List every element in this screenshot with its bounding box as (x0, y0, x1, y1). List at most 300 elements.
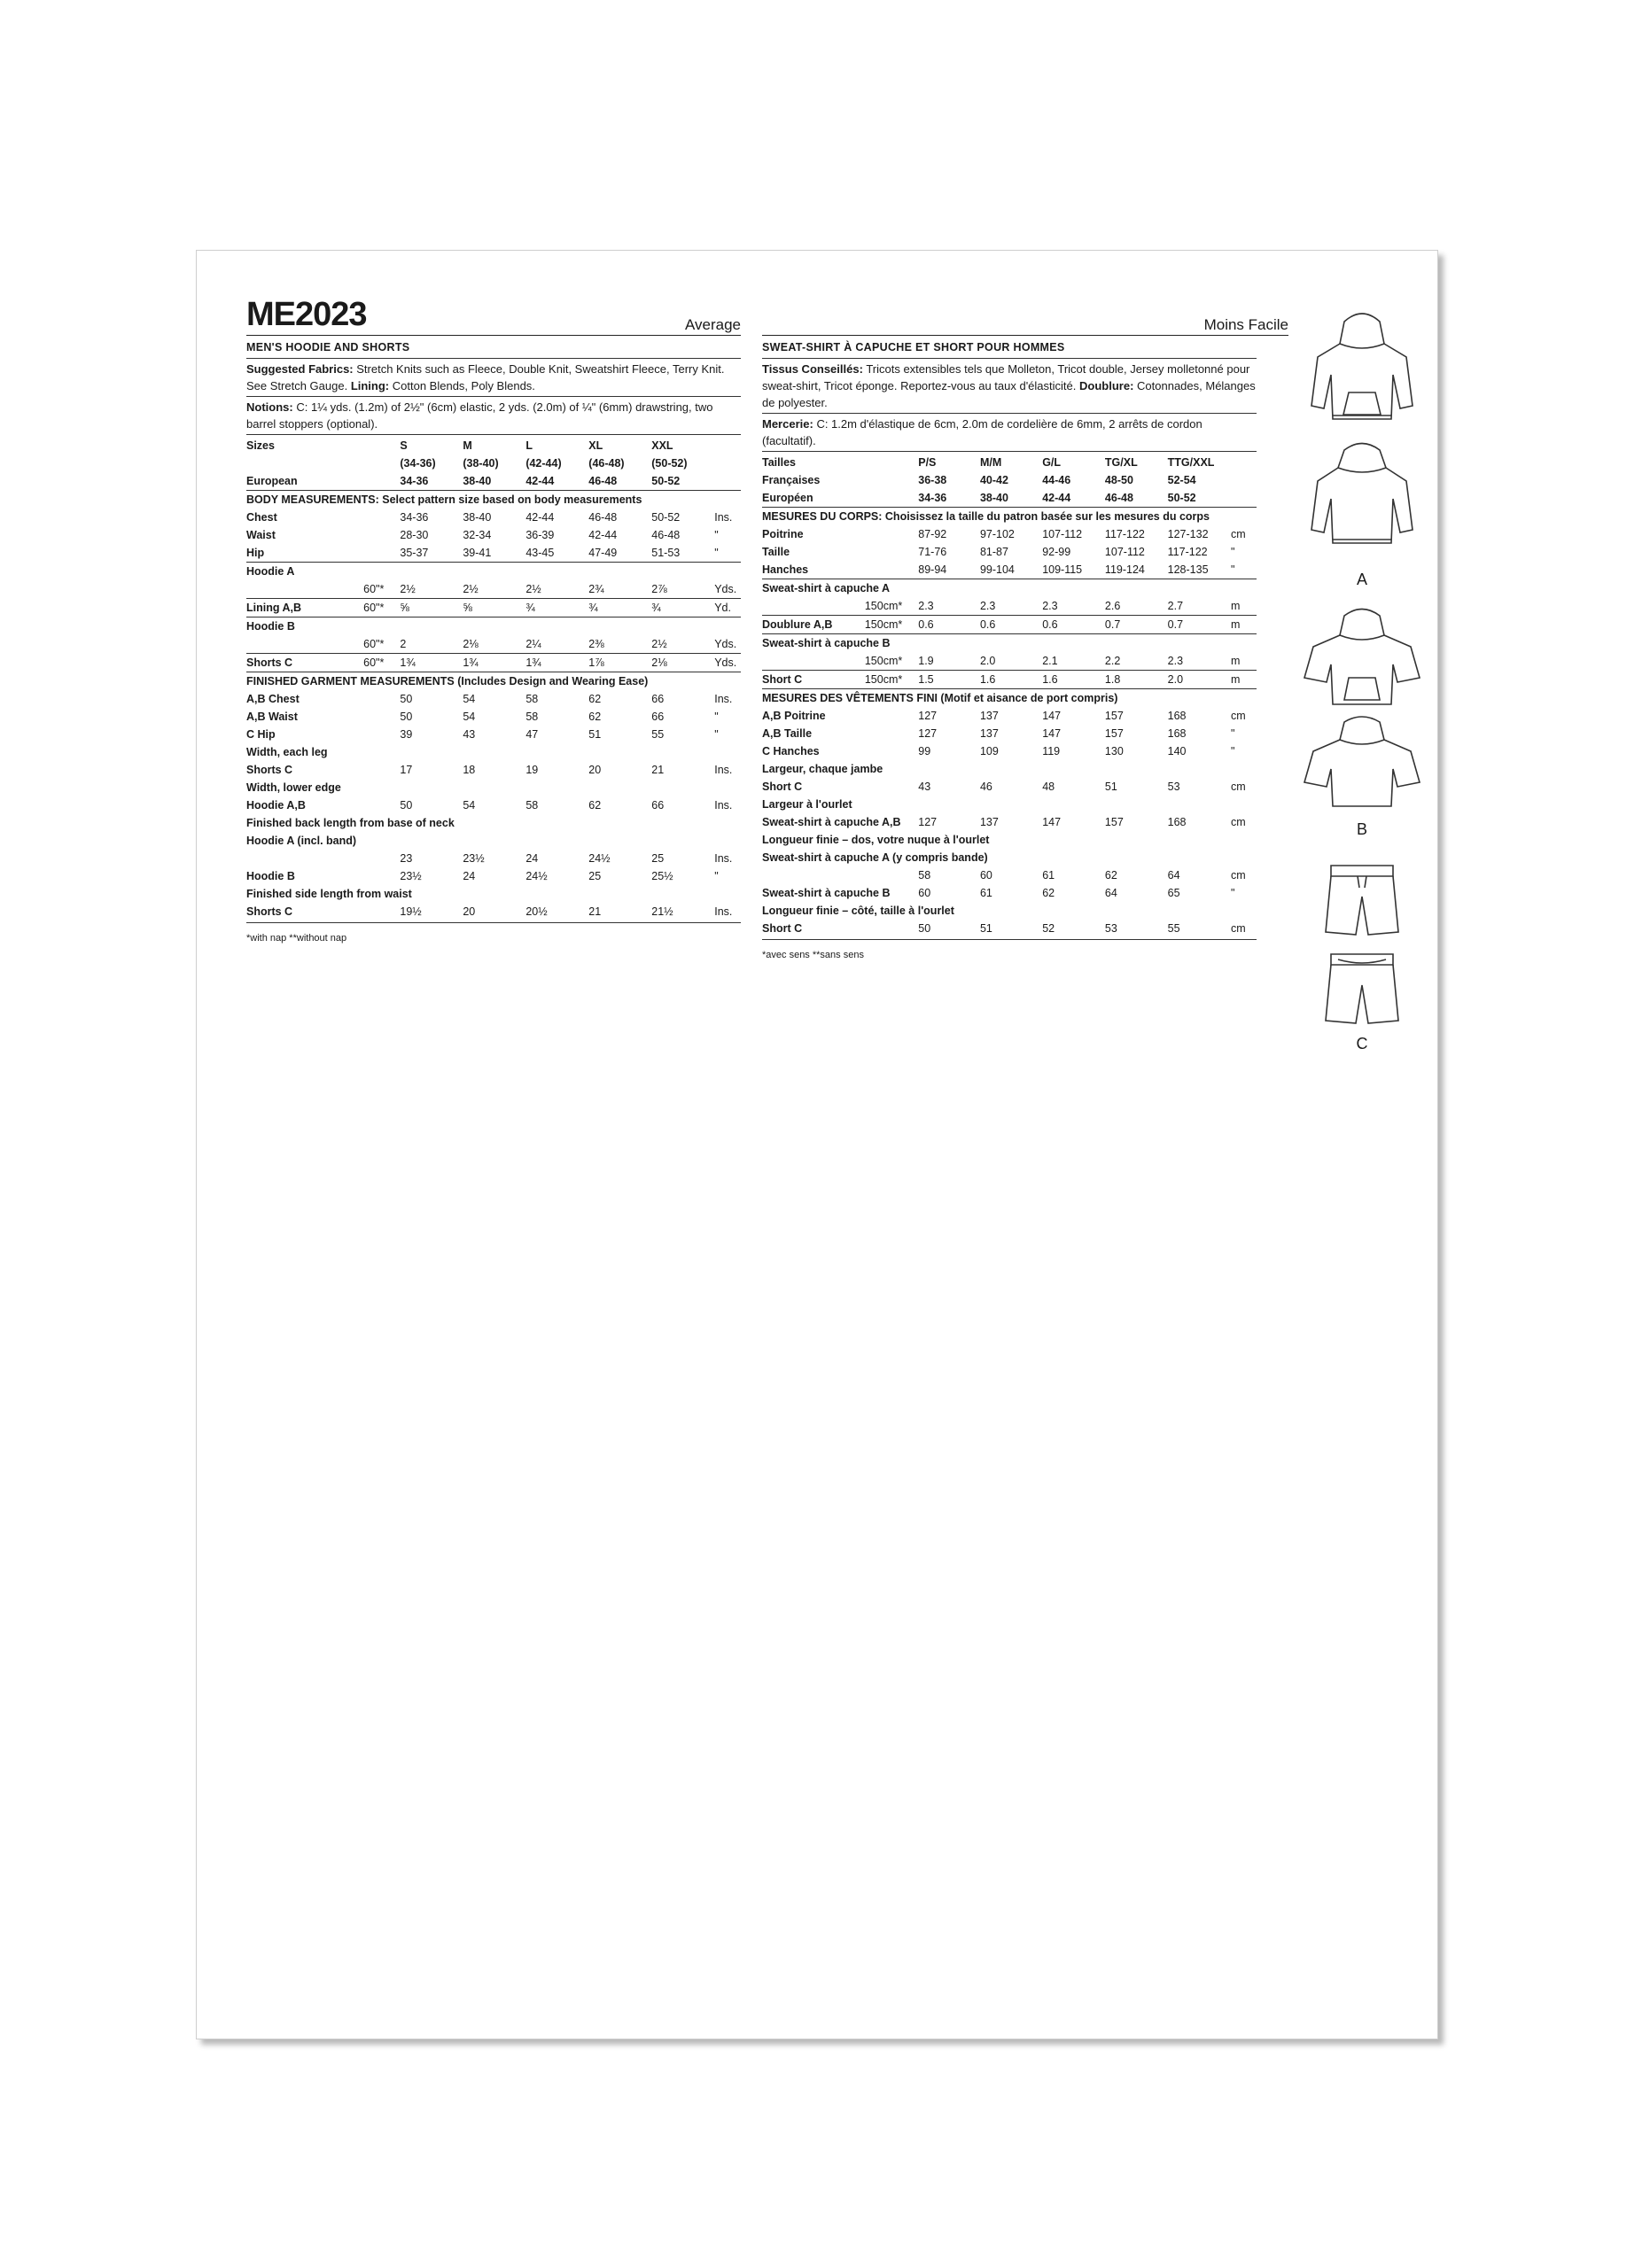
body-measurements-title: BODY MEASUREMENTS: Select pattern size based on body measurements (246, 491, 741, 509)
finished-value: 66 (651, 693, 665, 705)
finished-subheading: Largeur à l'ourlet (762, 798, 852, 811)
finished-value: 147 (1042, 710, 1062, 722)
yardage-value: 2½ (525, 583, 541, 595)
finished-row (246, 885, 741, 903)
finished-value: 127 (918, 710, 938, 722)
finished-value: 64 (1104, 887, 1117, 899)
fabric-width: 60"* (324, 654, 400, 672)
body-value: 51-53 (651, 547, 681, 559)
body-value: 97-102 (979, 528, 1015, 540)
body-row (762, 525, 1257, 543)
sizes-label: Tailles (762, 456, 796, 469)
finished-value: 58 (525, 711, 539, 723)
yardage-row (762, 597, 1257, 616)
lining-text-fr: Cotonnades, Mélanges de polyester. (762, 379, 1256, 409)
francaises-size: 36-38 (918, 474, 947, 486)
size-range: (34-36) (400, 457, 436, 470)
francaises-size: 52-54 (1167, 474, 1196, 486)
yardage-value: 0.6 (980, 616, 1042, 634)
fabrics-text-fr: Tricots extensibles tels que Molleton, Tricot double, Jersey molletonné pour sweat-shirt, Tricot éponge. Reportez-vous au taux d'élasticité. (762, 362, 1250, 392)
yardage-row (246, 580, 741, 599)
size-range: (38-40) (463, 457, 499, 470)
notions-paragraph (246, 399, 741, 432)
finished-value: 23 (400, 852, 413, 865)
notions-text-fr: C: 1.2m d'élastique de 6cm, 2.0m de cordelière de 6mm, 2 arrêts de cordon (facultatif). (762, 417, 1202, 447)
hoodie-b-icon (1296, 607, 1428, 819)
yardage-label: Sweat-shirt à capuche B (762, 634, 1257, 653)
unit: m (1231, 616, 1257, 634)
yardage-value: 2.2 (1104, 655, 1121, 667)
finished-value: 51 (1104, 781, 1117, 793)
finished-row (762, 742, 1257, 760)
finished-row (762, 884, 1257, 902)
european-size: 38-40 (979, 492, 1008, 504)
yardage-value: 1.8 (1105, 671, 1168, 689)
unit: m (1231, 600, 1241, 612)
yardage-value: ⅝ (463, 599, 525, 617)
european-size: 42-44 (525, 475, 555, 487)
finished-row (246, 761, 741, 779)
finished-value: 62 (1042, 887, 1055, 899)
finished-value: 62 (588, 711, 602, 723)
finished-value: 20 (463, 905, 476, 918)
lining-label: Lining: (350, 379, 390, 392)
unit: " (1231, 887, 1235, 899)
garment-title-fr: SWEAT-SHIRT À CAPUCHE ET SHORT POUR HOMMES (762, 341, 1065, 353)
finished-measurements-title: FINISHED GARMENT MEASUREMENTS (Includes Design and Wearing Ease) (246, 672, 741, 691)
sizes-label: Sizes (246, 439, 275, 452)
body-value: 107-112 (1042, 528, 1083, 540)
body-value: 89-94 (918, 563, 947, 576)
unit: Ins. (714, 852, 733, 865)
size-range: (46-48) (588, 457, 625, 470)
finished-value: 62 (588, 799, 602, 812)
unit: cm (1231, 869, 1246, 882)
body-measurements-header (246, 491, 741, 509)
finished-value: 39 (400, 728, 413, 741)
yardage-value: 2.3 (1167, 655, 1184, 667)
finished-label: C Hip (246, 728, 276, 741)
finished-label: Short C (762, 781, 803, 793)
yardage-value: 2½ (463, 583, 479, 595)
finished-label: Hoodie A,B (246, 799, 306, 812)
yardage-value: 2⅛ (463, 638, 479, 650)
finished-value: 58 (918, 869, 931, 882)
yardage-value: 2.3 (979, 600, 996, 612)
body-value: 39-41 (463, 547, 492, 559)
finished-measurements-title: MESURES DES VÊTEMENTS FINI (Motif et aisance de port compris) (762, 689, 1257, 708)
body-value: 117-122 (1104, 528, 1145, 540)
yardage-label: Short C (762, 671, 842, 689)
yardage-value: 1.9 (918, 655, 934, 667)
unit: cm (1231, 710, 1246, 722)
finished-label: Short C (762, 922, 803, 935)
yardage-value: 1.6 (1042, 671, 1105, 689)
european-size: 50-52 (1167, 492, 1196, 504)
yardage-value: 1¾ (463, 654, 525, 672)
finished-value: 127 (918, 727, 938, 740)
unit: Ins. (714, 905, 733, 918)
yardage-value: 1¾ (525, 654, 588, 672)
finished-label: Hoodie B (246, 870, 295, 882)
finished-value: 168 (1167, 727, 1187, 740)
body-row (246, 544, 741, 563)
body-row-label: Waist (246, 529, 276, 541)
yardage-label: Shorts C (246, 654, 324, 672)
finished-value: 51 (588, 728, 602, 741)
finished-value: 23½ (463, 852, 485, 865)
finished-label: Sweat-shirt à capuche B (762, 887, 891, 899)
finished-subheading: Longueur finie – côté, taille à l'ourlet (762, 905, 954, 917)
finished-value: 157 (1104, 710, 1124, 722)
body-value: 128-135 (1167, 563, 1209, 576)
yardage-label-row (762, 634, 1257, 653)
lining-text: Cotton Blends, Poly Blends. (392, 379, 535, 392)
finished-value: 23½ (400, 870, 422, 882)
body-row-label: Poitrine (762, 528, 804, 540)
finished-value: 109 (979, 745, 999, 757)
finished-value: 24 (463, 870, 476, 882)
body-value: 50-52 (651, 511, 681, 524)
finished-row (762, 849, 1257, 866)
finished-value: 47 (525, 728, 539, 741)
size-header: XL (588, 439, 603, 452)
notions-label-fr: Mercerie: (762, 417, 813, 431)
unit: cm (1231, 816, 1246, 828)
body-measurements-title: MESURES DU CORPS: Choisissez la taille du patron basée sur les mesures du corps (762, 508, 1257, 526)
unit: " (714, 547, 719, 559)
francaises-row (762, 471, 1257, 489)
finished-row (762, 778, 1257, 796)
size-header: G/L (1042, 456, 1062, 469)
finished-value: 20½ (525, 905, 548, 918)
finished-value: 53 (1104, 922, 1117, 935)
unit: m (1231, 655, 1241, 667)
fabric-width: 60"* (324, 599, 400, 617)
european-row (246, 472, 741, 491)
finished-row (762, 831, 1257, 849)
unit: Ins. (714, 799, 733, 812)
yardage-value: 2½ (651, 638, 667, 650)
body-value: 107-112 (1104, 546, 1145, 558)
size-header: TG/XL (1104, 456, 1138, 469)
finished-row (762, 707, 1257, 725)
english-body (246, 339, 741, 947)
finished-value: 137 (979, 727, 999, 740)
finished-value: 25½ (651, 870, 673, 882)
footnote-fr: *avec sens **sans sens (762, 950, 864, 960)
finished-value: 62 (588, 693, 602, 705)
size-range: (50-52) (651, 457, 688, 470)
finished-value: 130 (1104, 745, 1124, 757)
pattern-code: ME2023 (246, 296, 367, 333)
body-row-label: Hip (246, 547, 265, 559)
body-value: 28-30 (400, 529, 429, 541)
finished-value: 21½ (651, 905, 673, 918)
finished-row (762, 760, 1257, 778)
unit: Yd. (714, 599, 741, 617)
french-body (762, 339, 1257, 964)
yardage-value: 2.3 (1042, 600, 1058, 612)
finished-row (246, 708, 741, 726)
unit: " (714, 728, 719, 741)
european-size: 34-36 (918, 492, 947, 504)
notions-label: Notions: (246, 400, 293, 414)
finished-subheading: Largeur, chaque jambe (762, 763, 883, 775)
finished-label: Sweat-shirt à capuche A,B (762, 816, 901, 828)
body-value: 109-115 (1042, 563, 1083, 576)
finished-row (246, 903, 741, 920)
yardage-label: Hoodie A (246, 563, 741, 581)
unit: cm (1231, 922, 1246, 935)
finished-row (246, 832, 741, 850)
yardage-value: 2⅞ (651, 583, 667, 595)
sizes-row (246, 437, 741, 454)
fabric-width: 60"* (363, 583, 385, 595)
body-value: 32-34 (463, 529, 492, 541)
finished-value: 99 (918, 745, 931, 757)
yardage-label: Doublure A,B (762, 616, 842, 634)
finished-value: 127 (918, 816, 938, 828)
european-row (762, 489, 1257, 508)
finished-value: 147 (1042, 816, 1062, 828)
finished-value: 50 (400, 693, 413, 705)
body-value: 43-45 (525, 547, 555, 559)
unit: " (1231, 745, 1235, 757)
finished-value: 18 (463, 764, 476, 776)
yardage-value: 1.6 (980, 671, 1042, 689)
finished-subheading: Sweat-shirt à capuche A (y compris bande) (762, 851, 988, 864)
fabrics-paragraph-fr (762, 361, 1257, 411)
yardage-value: 2¾ (588, 583, 604, 595)
francaises-label: Françaises (762, 474, 821, 486)
body-row-label: Hanches (762, 563, 809, 576)
finished-measurements-header (762, 689, 1257, 708)
yardage-value: ¾ (588, 599, 651, 617)
unit: " (714, 870, 719, 882)
yardage-value: 0.6 (918, 616, 980, 634)
finished-subheading: Longueur finie – dos, votre nuque à l'ourlet (762, 834, 990, 846)
yardage-value: 2¼ (525, 638, 541, 650)
yardage-value: ¾ (651, 599, 714, 617)
yardage-value: 2.3 (918, 600, 934, 612)
yardage-value: 1¾ (400, 654, 463, 672)
garment-title: MEN'S HOODIE AND SHORTS (246, 341, 410, 353)
european-size: 50-52 (651, 475, 681, 487)
yardage-value: 1.5 (918, 671, 980, 689)
finished-label: Shorts C (246, 905, 293, 918)
finished-row (762, 866, 1257, 884)
body-value: 42-44 (525, 511, 555, 524)
finished-value: 58 (525, 799, 539, 812)
finished-subheading: Width, lower edge (246, 781, 341, 794)
finished-row (762, 725, 1257, 742)
size-header: P/S (918, 456, 937, 469)
finished-row (246, 867, 741, 885)
fabrics-paragraph (246, 361, 741, 394)
size-header: M (463, 439, 472, 452)
body-row (762, 543, 1257, 561)
yardage-label-row (246, 599, 741, 617)
finished-value: 66 (651, 799, 665, 812)
unit: Ins. (714, 764, 733, 776)
finished-value: 157 (1104, 727, 1124, 740)
footnote: *with nap **without nap (246, 933, 347, 944)
finished-value: 21 (588, 905, 602, 918)
body-row (246, 526, 741, 544)
finished-value: 43 (918, 781, 931, 793)
finished-label: Shorts C (246, 764, 293, 776)
finished-value: 21 (651, 764, 665, 776)
finished-value: 119 (1042, 745, 1061, 757)
yardage-value: 1⅞ (588, 654, 651, 672)
fabrics-label-fr: Tissus Conseillés: (762, 362, 863, 376)
finished-value: 64 (1167, 869, 1180, 882)
finished-value: 58 (525, 693, 539, 705)
size-range: (42-44) (525, 457, 562, 470)
yardage-label-row (762, 616, 1257, 634)
body-value: 36-39 (525, 529, 555, 541)
size-range-row (246, 454, 741, 472)
unit: Ins. (714, 693, 733, 705)
finished-value: 147 (1042, 727, 1062, 740)
difficulty-level-fr: Moins Facile (1203, 316, 1288, 333)
difficulty-level: Average (684, 316, 741, 333)
finished-value: 24½ (588, 852, 611, 865)
francaises-size: 40-42 (979, 474, 1008, 486)
body-measurements-header (762, 508, 1257, 526)
finished-value: 19½ (400, 905, 422, 918)
european-size: 42-44 (1042, 492, 1071, 504)
finished-value: 55 (651, 728, 665, 741)
yardage-value: 2⅜ (588, 638, 604, 650)
size-chart (246, 437, 741, 920)
finished-value: 61 (979, 887, 992, 899)
finished-value: 54 (463, 799, 476, 812)
body-value: 117-122 (1167, 546, 1208, 558)
body-value: 35-37 (400, 547, 429, 559)
finished-value: 43 (463, 728, 476, 741)
finished-measurements-header (246, 672, 741, 691)
finished-value: 48 (1042, 781, 1055, 793)
finished-value: 19 (525, 764, 539, 776)
unit: cm (1231, 781, 1246, 793)
finished-label: A,B Waist (246, 711, 298, 723)
size-header: TTG/XXL (1167, 456, 1215, 469)
size-header: XXL (651, 439, 673, 452)
size-header: S (400, 439, 408, 452)
finished-value: 66 (651, 711, 665, 723)
finished-value: 24½ (525, 870, 548, 882)
finished-row (246, 690, 741, 708)
unit: " (714, 711, 719, 723)
finished-value: 17 (400, 764, 413, 776)
yardage-value: 0.7 (1105, 616, 1168, 634)
finished-value: 65 (1167, 887, 1180, 899)
yardage-label-row (246, 563, 741, 581)
unit: Yds. (714, 654, 741, 672)
unit: Ins. (714, 511, 733, 524)
finished-row (246, 726, 741, 743)
finished-label: C Hanches (762, 745, 820, 757)
finished-row (762, 920, 1257, 937)
yardage-row (246, 635, 741, 654)
body-row-label: Taille (762, 546, 790, 558)
view-illustrations (1296, 304, 1428, 1053)
yardage-label: Sweat-shirt à capuche A (762, 579, 1257, 598)
body-value: 46-48 (651, 529, 681, 541)
yardage-value: 0.6 (1042, 616, 1105, 634)
yardage-row (762, 652, 1257, 671)
finished-row (762, 902, 1257, 920)
finished-value: 53 (1167, 781, 1180, 793)
finished-row (246, 814, 741, 832)
fabrics-text: Stretch Knits such as Fleece, Double Knit, Sweatshirt Fleece, Terry Knit. See Stretch Gauge. (246, 362, 725, 392)
finished-value: 61 (1042, 869, 1055, 882)
body-value: 119-124 (1104, 563, 1145, 576)
yardage-label: Lining A,B (246, 599, 324, 617)
finished-value: 60 (918, 887, 931, 899)
fabric-width: 150cm* (864, 600, 903, 612)
finished-subheading: Finished side length from waist (246, 888, 412, 900)
finished-value: 157 (1104, 816, 1124, 828)
finished-label (762, 866, 918, 884)
body-value: 71-76 (918, 546, 947, 558)
yardage-label-row (762, 579, 1257, 598)
finished-value: 137 (979, 816, 999, 828)
size-chart-fr (762, 454, 1257, 937)
lining-label-fr: Doublure: (1079, 379, 1134, 392)
body-value: 46-48 (588, 511, 618, 524)
finished-row (246, 779, 741, 796)
unit: " (714, 529, 719, 541)
unit: m (1231, 671, 1257, 689)
finished-value: 50 (918, 922, 931, 935)
body-value: 47-49 (588, 547, 618, 559)
yardage-value: 2⅛ (651, 654, 714, 672)
francaises-size: 44-46 (1042, 474, 1071, 486)
yardage-label-row (246, 617, 741, 636)
view-c-label: C (1356, 1035, 1368, 1052)
unit: Yds. (714, 583, 737, 595)
notions-paragraph-fr (762, 416, 1257, 449)
finished-value: 50 (400, 711, 413, 723)
european-size: 34-36 (400, 475, 429, 487)
finished-value: 20 (588, 764, 602, 776)
finished-value: 46 (979, 781, 992, 793)
body-row-label: Chest (246, 511, 277, 524)
yardage-value: 2½ (400, 583, 416, 595)
fabric-width: 60"* (363, 638, 385, 650)
body-value: 87-92 (918, 528, 947, 540)
yardage-value: 2.7 (1167, 600, 1184, 612)
shorts-c-icon (1296, 857, 1428, 1034)
finished-label: A,B Taille (762, 727, 813, 740)
yardage-value: 0.7 (1168, 616, 1231, 634)
finished-label: A,B Poitrine (762, 710, 826, 722)
pattern-envelope-back (196, 250, 1438, 2039)
finished-value: 62 (1104, 869, 1117, 882)
francaises-size: 48-50 (1104, 474, 1133, 486)
finished-value: 25 (588, 870, 602, 882)
finished-value: 54 (463, 711, 476, 723)
yardage-value: 2.1 (1042, 655, 1058, 667)
finished-label: A,B Chest (246, 693, 300, 705)
finished-value: 140 (1167, 745, 1187, 757)
finished-subheading: Hoodie A (incl. band) (246, 835, 357, 847)
body-value: 34-36 (400, 511, 429, 524)
fabric-width: 150cm* (864, 655, 903, 667)
